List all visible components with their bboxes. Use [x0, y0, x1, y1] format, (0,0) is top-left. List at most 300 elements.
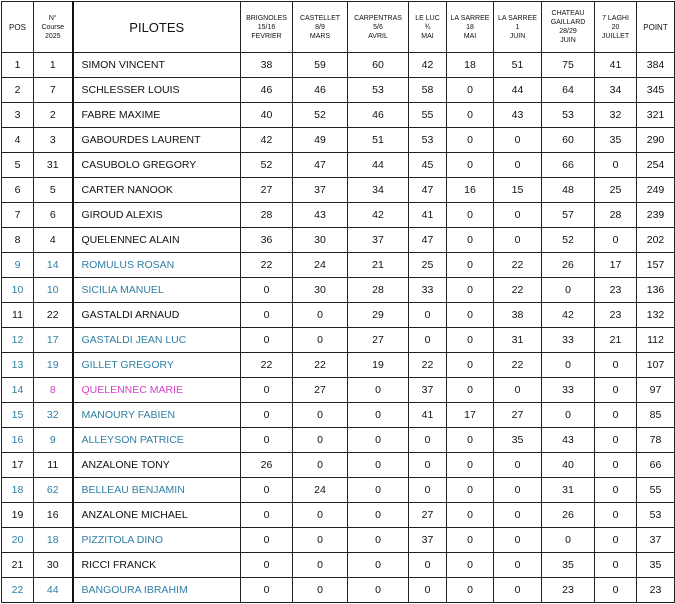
- pos-cell: 7: [2, 203, 34, 228]
- score-cell: 0: [595, 478, 637, 503]
- score-cell: 43: [542, 428, 595, 453]
- course-number-cell: 4: [34, 228, 73, 253]
- total-points-cell: 254: [637, 153, 675, 178]
- pos-cell: 20: [2, 528, 34, 553]
- total-points-cell: 157: [637, 253, 675, 278]
- score-cell: 38: [494, 303, 542, 328]
- pos-cell: 11: [2, 303, 34, 328]
- score-cell: 0: [494, 503, 542, 528]
- score-cell: 0: [409, 578, 447, 603]
- header-line: 5/6: [373, 23, 383, 31]
- score-cell: 0: [447, 553, 494, 578]
- pos-cell: 6: [2, 178, 34, 203]
- score-cell: 17: [595, 253, 637, 278]
- header-pilotes: PILOTES: [73, 2, 241, 53]
- score-cell: 42: [542, 303, 595, 328]
- score-cell: 21: [595, 328, 637, 353]
- score-cell: 42: [409, 53, 447, 78]
- score-cell: 0: [241, 278, 293, 303]
- table-row: [2, 328, 675, 353]
- pilot-name-cell: ANZALONE TONY: [73, 453, 241, 478]
- score-cell: 38: [241, 53, 293, 78]
- score-cell: 31: [494, 328, 542, 353]
- pilot-name-cell: QUELENNEC ALAIN: [73, 228, 241, 253]
- score-cell: 0: [595, 353, 637, 378]
- score-cell: 40: [542, 453, 595, 478]
- course-number-cell: 32: [34, 403, 73, 428]
- table-row: [2, 378, 675, 403]
- score-cell: 0: [494, 378, 542, 403]
- score-cell: 24: [293, 478, 348, 503]
- score-cell: 0: [409, 303, 447, 328]
- score-cell: 0: [348, 403, 409, 428]
- score-cell: 0: [595, 403, 637, 428]
- score-cell: 43: [293, 203, 348, 228]
- total-points-cell: 384: [637, 53, 675, 78]
- course-number-cell: 44: [34, 578, 73, 603]
- score-cell: 42: [348, 203, 409, 228]
- score-cell: 0: [348, 453, 409, 478]
- total-points-cell: 112: [637, 328, 675, 353]
- score-cell: 0: [494, 153, 542, 178]
- course-number-cell: 2: [34, 103, 73, 128]
- pos-cell: 12: [2, 328, 34, 353]
- header-race: [409, 2, 447, 53]
- score-cell: 45: [409, 153, 447, 178]
- score-cell: 0: [409, 478, 447, 503]
- pos-cell: 15: [2, 403, 34, 428]
- score-cell: 60: [542, 128, 595, 153]
- total-points-cell: 85: [637, 403, 675, 428]
- pilot-name-cell: MANOURY FABIEN: [73, 403, 241, 428]
- score-cell: 31: [542, 478, 595, 503]
- pilot-name-cell: QUELENNEC MARIE: [73, 378, 241, 403]
- score-cell: 0: [494, 528, 542, 553]
- score-cell: 0: [409, 328, 447, 353]
- score-cell: 0: [494, 203, 542, 228]
- score-cell: 0: [348, 578, 409, 603]
- total-points-cell: 136: [637, 278, 675, 303]
- score-cell: 37: [348, 228, 409, 253]
- score-cell: 33: [542, 328, 595, 353]
- score-cell: 0: [447, 203, 494, 228]
- pos-cell: 16: [2, 428, 34, 453]
- header-line: LE LUC: [415, 14, 440, 22]
- header-line: GAILLARD: [550, 19, 586, 26]
- score-cell: 48: [542, 178, 595, 203]
- course-number-cell: 18: [34, 528, 73, 553]
- table-row: [2, 153, 675, 178]
- course-number-cell: 3: [34, 128, 73, 153]
- score-cell: 46: [293, 78, 348, 103]
- score-cell: 44: [348, 153, 409, 178]
- score-cell: 18: [447, 53, 494, 78]
- pos-cell: 2: [2, 78, 34, 103]
- score-cell: 0: [348, 478, 409, 503]
- table-row: [2, 578, 675, 603]
- pos-cell: 13: [2, 353, 34, 378]
- table-row: [2, 178, 675, 203]
- score-cell: 17: [447, 403, 494, 428]
- pilot-name-cell: ROMULUS ROSAN: [73, 253, 241, 278]
- course-number-cell: 5: [34, 178, 73, 203]
- course-number-cell: 17: [34, 328, 73, 353]
- score-cell: 0: [348, 553, 409, 578]
- header-line: JUIN: [509, 32, 526, 40]
- course-number-cell: 19: [34, 353, 73, 378]
- score-cell: 0: [447, 453, 494, 478]
- pilot-name-cell: SIMON VINCENT: [73, 53, 241, 78]
- pilot-name-cell: CASUBOLO GREGORY: [73, 153, 241, 178]
- score-cell: 0: [494, 578, 542, 603]
- score-cell: 28: [348, 278, 409, 303]
- header-race: [348, 2, 409, 53]
- pos-cell: 1: [2, 53, 34, 78]
- score-cell: 22: [494, 253, 542, 278]
- score-cell: 52: [293, 103, 348, 128]
- score-cell: 58: [409, 78, 447, 103]
- score-cell: 0: [447, 253, 494, 278]
- pilot-name-cell: ANZALONE MICHAEL: [73, 503, 241, 528]
- header-line: 28/29: [559, 28, 577, 35]
- pos-cell: 21: [2, 553, 34, 578]
- score-cell: 0: [241, 553, 293, 578]
- score-cell: 0: [241, 578, 293, 603]
- score-cell: 0: [293, 303, 348, 328]
- total-points-cell: 290: [637, 128, 675, 153]
- score-cell: 26: [241, 453, 293, 478]
- header-race: [241, 2, 293, 53]
- score-cell: 32: [595, 103, 637, 128]
- table-row: [2, 428, 675, 453]
- course-number-cell: 31: [34, 153, 73, 178]
- score-cell: 46: [241, 78, 293, 103]
- score-cell: 29: [348, 303, 409, 328]
- score-cell: 23: [595, 303, 637, 328]
- pos-cell: 22: [2, 578, 34, 603]
- total-points-cell: 66: [637, 453, 675, 478]
- score-cell: 22: [494, 353, 542, 378]
- header-line: ¾: [424, 23, 431, 31]
- header-race: [494, 2, 542, 53]
- score-cell: 0: [494, 453, 542, 478]
- header-line: MAI: [463, 32, 477, 40]
- score-cell: 26: [542, 503, 595, 528]
- total-points-cell: 23: [637, 578, 675, 603]
- score-cell: 75: [542, 53, 595, 78]
- score-cell: 0: [447, 103, 494, 128]
- pos-cell: 19: [2, 503, 34, 528]
- score-cell: 52: [542, 228, 595, 253]
- pos-cell: 10: [2, 278, 34, 303]
- header-race: [595, 2, 637, 53]
- pilot-name-cell: CARTER NANOOK: [73, 178, 241, 203]
- score-cell: 27: [241, 178, 293, 203]
- score-cell: 0: [595, 428, 637, 453]
- header-line: 18: [466, 23, 474, 31]
- score-cell: 16: [447, 178, 494, 203]
- score-cell: 0: [542, 353, 595, 378]
- header-line: 2025: [44, 32, 61, 40]
- score-cell: 0: [595, 228, 637, 253]
- score-cell: 0: [348, 428, 409, 453]
- header-line: JUILLET: [601, 32, 630, 40]
- header-line: LA SARREE: [450, 14, 490, 22]
- header-line: CARPENTRAS: [354, 14, 402, 22]
- score-cell: 0: [494, 228, 542, 253]
- score-cell: 0: [447, 78, 494, 103]
- header-line: 8/9: [315, 23, 325, 31]
- score-cell: 35: [595, 128, 637, 153]
- table-row: [2, 403, 675, 428]
- header-line: 20: [611, 23, 620, 31]
- score-cell: 0: [447, 578, 494, 603]
- pilot-name-cell: GABOURDES LAURENT: [73, 128, 241, 153]
- score-cell: 0: [293, 453, 348, 478]
- pilot-name-cell: RICCI FRANCK: [73, 553, 241, 578]
- score-cell: 0: [447, 303, 494, 328]
- score-cell: 0: [447, 353, 494, 378]
- score-cell: 0: [542, 403, 595, 428]
- score-cell: 0: [409, 428, 447, 453]
- total-points-cell: 132: [637, 303, 675, 328]
- total-points-cell: 97: [637, 378, 675, 403]
- score-cell: 0: [494, 553, 542, 578]
- score-cell: 41: [409, 203, 447, 228]
- score-cell: 46: [348, 103, 409, 128]
- score-cell: 15: [494, 178, 542, 203]
- pilot-name-cell: GILLET GREGORY: [73, 353, 241, 378]
- pilot-name-cell: SICILIA MANUEL: [73, 278, 241, 303]
- header-line: Course: [41, 23, 65, 31]
- course-number-cell: 8: [34, 378, 73, 403]
- score-cell: 51: [348, 128, 409, 153]
- score-cell: 47: [409, 178, 447, 203]
- pilot-name-cell: SCHLESSER LOUIS: [73, 78, 241, 103]
- score-cell: 0: [241, 328, 293, 353]
- score-cell: 59: [293, 53, 348, 78]
- score-cell: 42: [241, 128, 293, 153]
- total-points-cell: 55: [637, 478, 675, 503]
- score-cell: 0: [447, 328, 494, 353]
- header-line: LA SARREE: [498, 14, 537, 22]
- course-number-cell: 7: [34, 78, 73, 103]
- total-points-cell: 345: [637, 78, 675, 103]
- table-row: [2, 453, 675, 478]
- score-cell: 37: [409, 528, 447, 553]
- course-number-cell: 62: [34, 478, 73, 503]
- score-cell: 0: [595, 153, 637, 178]
- score-cell: 30: [293, 278, 348, 303]
- score-cell: 0: [293, 428, 348, 453]
- header-line: 1: [515, 23, 520, 31]
- table-row: [2, 128, 675, 153]
- course-number-cell: 1: [34, 53, 73, 78]
- total-points-cell: 202: [637, 228, 675, 253]
- score-cell: 25: [409, 253, 447, 278]
- score-cell: 0: [293, 328, 348, 353]
- score-cell: 0: [293, 528, 348, 553]
- course-number-cell: 22: [34, 303, 73, 328]
- score-cell: 53: [409, 128, 447, 153]
- course-number-cell: 9: [34, 428, 73, 453]
- course-number-cell: 16: [34, 503, 73, 528]
- score-cell: 0: [241, 403, 293, 428]
- header-line: MAI: [421, 32, 434, 40]
- score-cell: 28: [241, 203, 293, 228]
- header-row: [2, 2, 675, 53]
- score-cell: 66: [542, 153, 595, 178]
- pos-cell: 17: [2, 453, 34, 478]
- score-cell: 0: [409, 553, 447, 578]
- course-number-cell: 10: [34, 278, 73, 303]
- score-cell: 23: [542, 578, 595, 603]
- score-cell: 60: [348, 53, 409, 78]
- table-row: [2, 353, 675, 378]
- score-cell: 35: [494, 428, 542, 453]
- score-cell: 64: [542, 78, 595, 103]
- header-race: [542, 2, 595, 53]
- header-pos: POS: [2, 2, 34, 53]
- score-cell: 0: [241, 428, 293, 453]
- score-cell: 30: [293, 228, 348, 253]
- score-cell: 55: [409, 103, 447, 128]
- total-points-cell: 37: [637, 528, 675, 553]
- score-cell: 0: [293, 503, 348, 528]
- table-row: [2, 528, 675, 553]
- score-cell: 0: [293, 403, 348, 428]
- score-cell: 0: [348, 378, 409, 403]
- total-points-cell: 35: [637, 553, 675, 578]
- score-cell: 24: [293, 253, 348, 278]
- header-num: [34, 2, 73, 53]
- pilot-name-cell: GASTALDI JEAN LUC: [73, 328, 241, 353]
- score-cell: 0: [447, 528, 494, 553]
- course-number-cell: 14: [34, 253, 73, 278]
- course-number-cell: 11: [34, 453, 73, 478]
- score-cell: 36: [241, 228, 293, 253]
- score-cell: 27: [409, 503, 447, 528]
- score-cell: 0: [542, 278, 595, 303]
- score-cell: 0: [241, 528, 293, 553]
- score-cell: 22: [409, 353, 447, 378]
- pos-cell: 14: [2, 378, 34, 403]
- score-cell: 28: [595, 203, 637, 228]
- score-cell: 0: [595, 553, 637, 578]
- header-line: 7 LAGHI: [602, 14, 629, 22]
- score-cell: 33: [542, 378, 595, 403]
- score-cell: 0: [447, 278, 494, 303]
- score-cell: 0: [595, 378, 637, 403]
- score-cell: 0: [542, 528, 595, 553]
- header-line: AVRIL: [368, 32, 388, 40]
- score-cell: 47: [293, 153, 348, 178]
- score-cell: 53: [348, 78, 409, 103]
- pos-cell: 18: [2, 478, 34, 503]
- course-number-cell: 6: [34, 203, 73, 228]
- score-cell: 51: [494, 53, 542, 78]
- score-cell: 49: [293, 128, 348, 153]
- pilot-name-cell: BELLEAU BENJAMIN: [73, 478, 241, 503]
- score-cell: 41: [409, 403, 447, 428]
- score-cell: 27: [293, 378, 348, 403]
- score-cell: 34: [595, 78, 637, 103]
- pos-cell: 4: [2, 128, 34, 153]
- table-row: [2, 53, 675, 78]
- pos-cell: 9: [2, 253, 34, 278]
- score-cell: 0: [293, 578, 348, 603]
- score-cell: 33: [409, 278, 447, 303]
- pilot-name-cell: BANGOURA IBRAHIM: [73, 578, 241, 603]
- score-cell: 0: [241, 303, 293, 328]
- header-line: MARS: [309, 32, 331, 40]
- table-row: [2, 228, 675, 253]
- score-cell: 0: [494, 478, 542, 503]
- score-cell: 0: [447, 428, 494, 453]
- score-cell: 23: [595, 278, 637, 303]
- score-cell: 44: [494, 78, 542, 103]
- header-line: N°: [48, 14, 57, 22]
- score-cell: 0: [447, 128, 494, 153]
- score-cell: 0: [348, 503, 409, 528]
- table-row: [2, 503, 675, 528]
- header-line: CASTELLET: [299, 14, 341, 22]
- score-cell: 47: [409, 228, 447, 253]
- score-cell: 27: [494, 403, 542, 428]
- header-line: BRIGNOLES: [246, 14, 287, 22]
- pos-cell: 3: [2, 103, 34, 128]
- header-race: [447, 2, 494, 53]
- score-cell: 37: [409, 378, 447, 403]
- score-cell: 22: [494, 278, 542, 303]
- total-points-cell: 239: [637, 203, 675, 228]
- score-cell: 0: [447, 153, 494, 178]
- score-cell: 27: [348, 328, 409, 353]
- total-points-cell: 249: [637, 178, 675, 203]
- table-row: [2, 103, 675, 128]
- standings-table: [1, 1, 675, 603]
- total-points-cell: 321: [637, 103, 675, 128]
- score-cell: 0: [595, 578, 637, 603]
- header-line: JUIN: [560, 37, 576, 44]
- table-row: [2, 553, 675, 578]
- score-cell: 0: [293, 553, 348, 578]
- score-cell: 0: [494, 128, 542, 153]
- header-line: 15/16: [257, 23, 276, 31]
- score-cell: 0: [447, 378, 494, 403]
- score-cell: 22: [293, 353, 348, 378]
- score-cell: 22: [241, 253, 293, 278]
- score-cell: 40: [241, 103, 293, 128]
- score-cell: 37: [293, 178, 348, 203]
- score-cell: 0: [241, 503, 293, 528]
- score-cell: 0: [241, 378, 293, 403]
- score-cell: 0: [447, 228, 494, 253]
- score-cell: 0: [595, 453, 637, 478]
- pilot-name-cell: PIZZITOLA DINO: [73, 528, 241, 553]
- score-cell: 53: [542, 103, 595, 128]
- score-cell: 41: [595, 53, 637, 78]
- pilot-name-cell: ALLEYSON PATRICE: [73, 428, 241, 453]
- score-cell: 0: [348, 528, 409, 553]
- header-race: [293, 2, 348, 53]
- course-number-cell: 30: [34, 553, 73, 578]
- score-cell: 43: [494, 103, 542, 128]
- score-cell: 0: [241, 478, 293, 503]
- pilot-name-cell: FABRE MAXIME: [73, 103, 241, 128]
- table-row: [2, 303, 675, 328]
- score-cell: 25: [595, 178, 637, 203]
